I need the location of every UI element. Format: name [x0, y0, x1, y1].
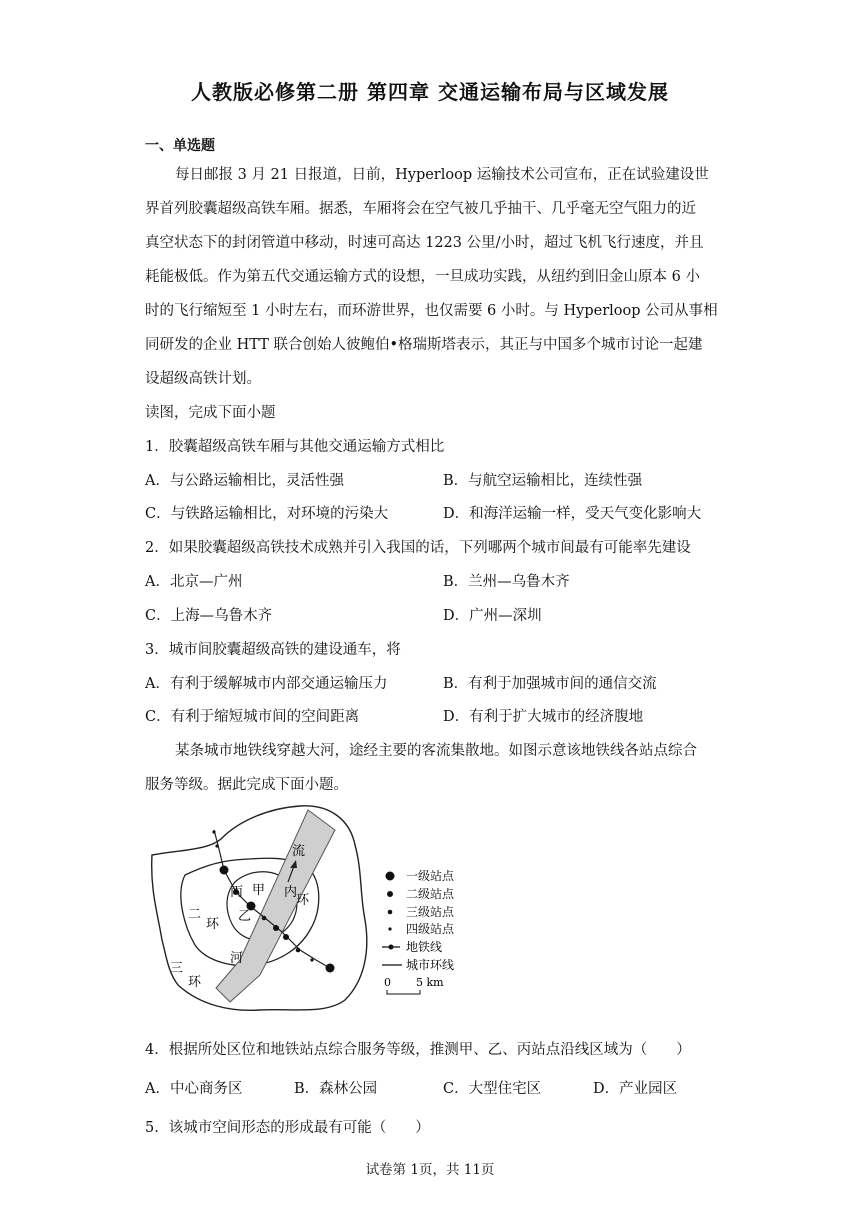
svg-text:地铁线: 地铁线 [406, 940, 443, 954]
svg-text:一级站点: 一级站点 [406, 869, 455, 883]
page-title: 人教版必修第二册 第四章 交通运输布局与区域发展 [191, 80, 669, 104]
river-label: 河 [230, 951, 244, 966]
passage-line: 设超级高铁计划。 [145, 371, 261, 387]
q1-option-a[interactable]: A．与公路运输相比，灵活性强 [145, 473, 344, 489]
subway-map-figure [140, 800, 480, 1025]
q3-option-c[interactable]: C．有利于缩短城市间的空间距离 [145, 709, 360, 725]
second-ring-label: 二 [188, 907, 202, 922]
passage-2-line: 服务等级。据此完成下面小题。 [145, 777, 348, 793]
q2-option-d[interactable]: D．广州—深圳 [443, 608, 542, 624]
passage-line: 真空状态下的封闭管道中移动，时速可高达 1223 公里/小时，超过飞机飞行速度，并且 [145, 235, 704, 251]
svg-text:四级站点: 四级站点 [406, 922, 455, 936]
third-ring-outline [152, 806, 367, 1010]
inner-ring-label: 环 [296, 893, 310, 908]
q1-option-b[interactable]: B．与航空运输相比，连续性强 [443, 473, 643, 489]
question-2-stem: 2．如果胶囊超级高铁技术成熟并引入我国的话，下列哪两个城市间最有可能率先建设 [145, 540, 691, 556]
question-3-stem: 3．城市间胶囊超级高铁的建设通车，将 [145, 642, 401, 658]
third-ring-label: 三 [170, 961, 184, 976]
q4-option-d[interactable]: D．产业园区 [593, 1081, 678, 1097]
page-footer: 试卷第 1页，共 11页 [365, 1162, 495, 1178]
passage-line: 同研发的企业 HTT 联合创始人彼鲍伯•格瑞斯塔表示，其正与中国多个城市讨论一起建 [145, 337, 703, 353]
q4-option-a[interactable]: A．中心商务区 [145, 1081, 243, 1097]
question-5-stem: 5．该城市空间形态的形成最有可能（ ） [145, 1120, 430, 1136]
third-ring-label: 环 [188, 975, 202, 990]
q1-option-d[interactable]: D．和海洋运输一样，受天气变化影响大 [443, 506, 702, 522]
svg-text:0: 0 [384, 976, 391, 989]
q4-option-b[interactable]: B．森林公园 [294, 1081, 378, 1097]
passage-2-line: 某条城市地铁线穿越大河，途经主要的客流集散地。如图示意该地铁线各站点综合 [175, 743, 697, 759]
map-legend [382, 868, 455, 994]
section-heading: 一、单选题 [145, 138, 215, 154]
station-label-jia: 甲 [252, 883, 266, 898]
passage-line: 耗能极低。作为第五代交通运输方式的设想，一旦成功实践，从纽约到旧金山原本 6 小 [145, 269, 700, 285]
svg-text:5 km: 5 km [416, 976, 444, 989]
station-tier4 [310, 958, 313, 961]
inner-ring-label: 内 [284, 885, 298, 900]
station-tier2 [283, 934, 289, 940]
question-1-stem: 1．胶囊超级高铁车厢与其他交通运输方式相比 [145, 439, 445, 455]
river-band [216, 810, 335, 1002]
second-ring-label: 环 [206, 917, 220, 932]
station-label-yi: 乙 [238, 909, 252, 924]
passage-line: 界首列胶囊超级高铁车厢。据悉，车厢将会在空气被几乎抽干、几乎毫无空气阻力的近 [145, 201, 696, 217]
q3-option-a[interactable]: A．有利于缓解城市内部交通运输压力 [145, 676, 388, 692]
station-tier4 [212, 830, 215, 833]
station-tier4 [215, 844, 218, 847]
station-tier2 [273, 925, 279, 931]
svg-text:二级站点: 二级站点 [406, 887, 455, 901]
q3-option-b[interactable]: B．有利于加强城市间的通信交流 [443, 676, 657, 692]
svg-text:三级站点: 三级站点 [406, 905, 455, 919]
q3-option-d[interactable]: D．有利于扩大城市的经济腹地 [443, 709, 644, 725]
q2-option-b[interactable]: B．兰州—乌鲁木齐 [443, 574, 570, 590]
q4-option-c[interactable]: C．大型住宅区 [443, 1081, 542, 1097]
station-tier3 [296, 948, 301, 953]
svg-text:城市环线: 城市环线 [406, 958, 455, 972]
station-tier1 [220, 866, 229, 875]
q2-option-a[interactable]: A．北京—广州 [145, 574, 243, 590]
passage-line: 每日邮报 3 月 21 日报道，日前，Hyperloop 运输技术公司宣布，正在试验建设世 [175, 167, 709, 183]
q1-option-c[interactable]: C．与铁路运输相比，对环境的污染大 [145, 506, 389, 522]
station-label-bing: 丙 [230, 885, 244, 900]
instruction: 读图，完成下面小题 [145, 405, 276, 421]
q2-option-c[interactable]: C．上海—乌鲁木齐 [145, 608, 273, 624]
question-4-stem: 4．根据所处区位和地铁站点综合服务等级，推测甲、乙、丙站点沿线区域为（ ） [145, 1042, 691, 1058]
station-tier1 [326, 964, 335, 973]
station-tier3 [262, 916, 267, 921]
passage-line: 时的飞行缩短至 1 小时左右，而环游世界，也仅需要 6 小时。与 Hyperloop 公司从事相 [145, 303, 718, 319]
river-label: 流 [292, 844, 306, 859]
